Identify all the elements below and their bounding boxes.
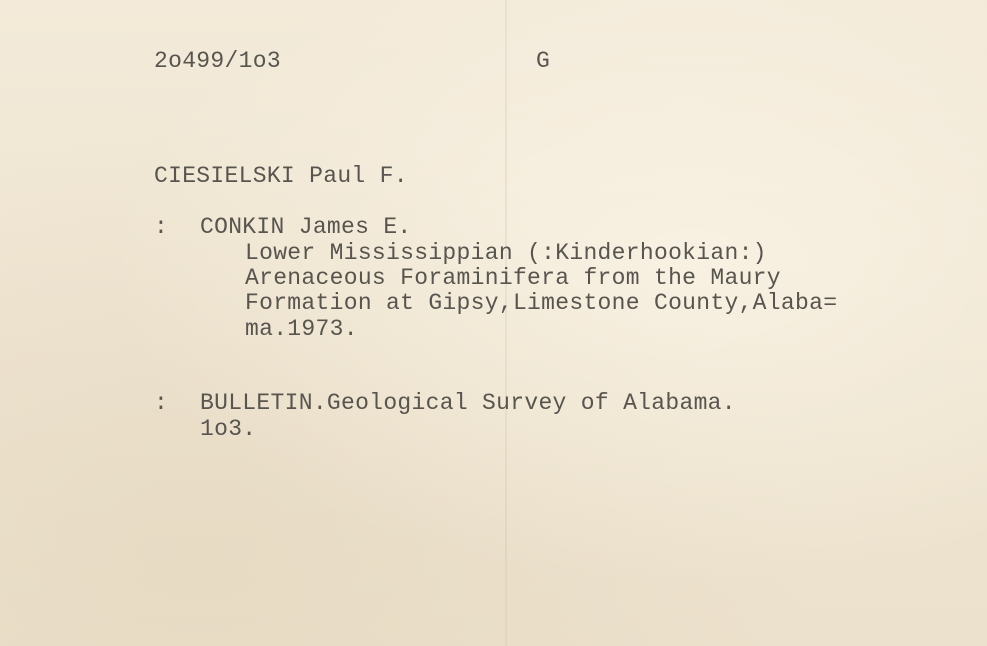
title-line-3: Formation at Gipsy,Limestone County,Alaba=	[245, 290, 838, 316]
series-title: BULLETIN.Geological Survey of Alabama.	[200, 390, 736, 416]
section-letter: G	[536, 48, 551, 74]
author-name: CIESIELSKI Paul F.	[154, 163, 408, 189]
title-line-2: Arenaceous Foraminifera from the Maury	[245, 265, 781, 291]
coauthor-marker: :	[154, 214, 168, 240]
series-marker: :	[154, 390, 168, 416]
call-number: 2o499/1o3	[154, 48, 281, 74]
title-line-1: Lower Mississippian (:Kinderhookian:)	[245, 240, 767, 266]
title-line-4: ma.1973.	[245, 316, 358, 342]
card-fold-line	[505, 0, 507, 646]
series-number: 1o3.	[200, 416, 257, 442]
coauthor-name: CONKIN James E.	[200, 214, 412, 240]
